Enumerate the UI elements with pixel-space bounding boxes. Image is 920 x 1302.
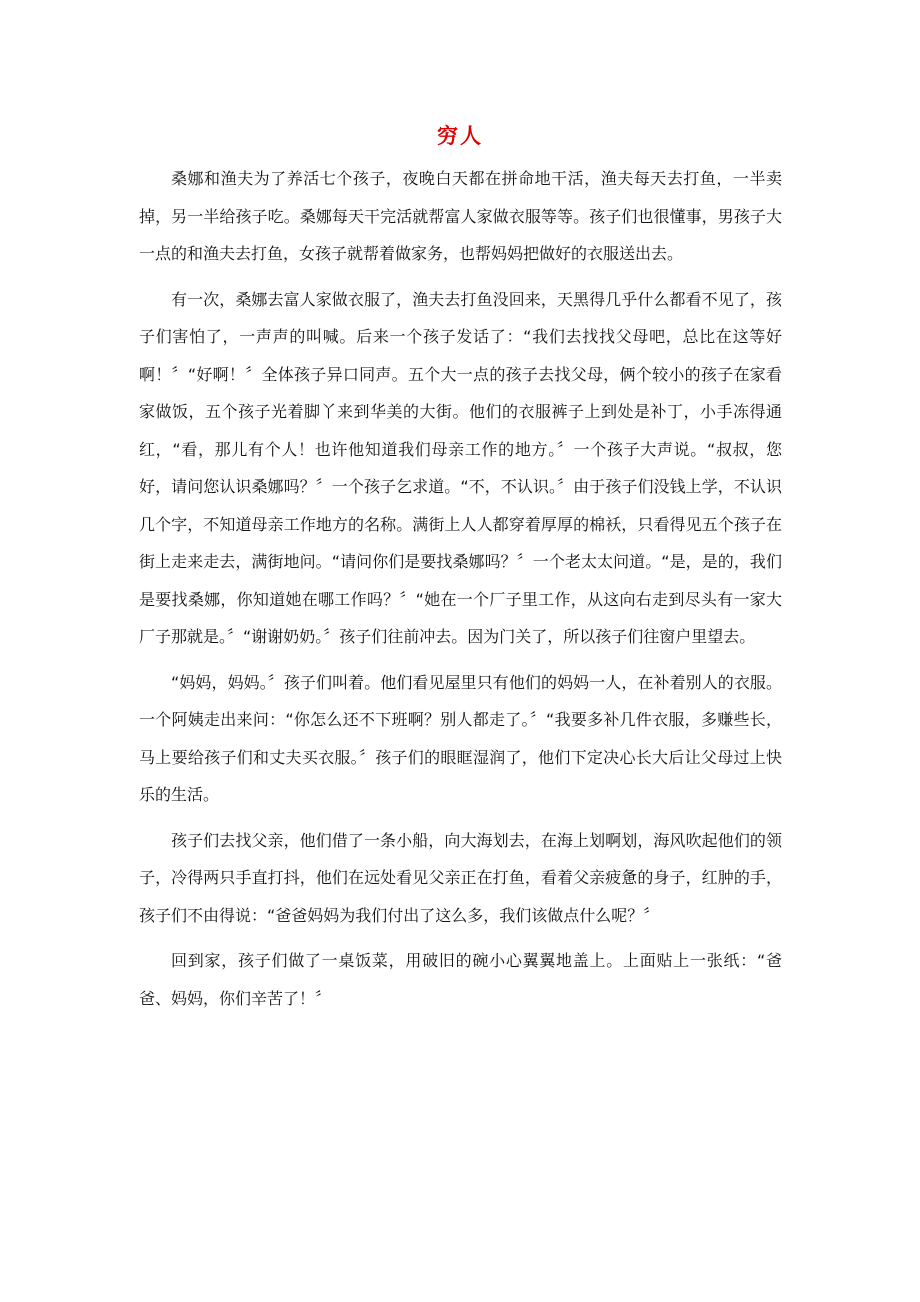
document-title: 穷人 [437,124,483,148]
document-body [139,160,782,1025]
paragraph-4: 孩子们去找父亲，他们借了一条小船，向大海划去，在海上划啊划，海风吹起他们的领子，冷得两只手直打抖，他们在远处看见父亲正在打鱼，看着父亲疲惫的身子，红肿的手，孩子们不由得说：“爸爸妈妈为我们付出了这么多，我们该做点什么呢？〞 [139,830,782,925]
paragraph-5: 回到家，孩子们做了一桌饭菜，用破旧的碗小心翼翼地盖上。上面贴上一张纸：“爸爸、妈妈，你们辛苦了！〞 [139,951,782,1008]
paragraph-1: 桑娜和渔夫为了养活七个孩子，夜晚白天都在拼命地干活，渔夫每天去打鱼，一半卖掉，另一半给孩子吃。桑娜每天干完活就帮富人家做衣服等等。孩子们也很懂事，男孩子大一点的和渔夫去打鱼，女孩子就帮着做家务，也帮妈妈把做好的衣服送出去。 [139,169,782,263]
paragraph-3: “妈妈，妈妈。〞孩子们叫着。他们看见屋里只有他们的妈妈一人，在补着别人的衣服。一个阿姨走出来问：“你怎么还不下班啊？别人都走了。〞“我要多补几件衣服，多赚些长，马上要给孩子们和丈夫买衣服。〞孩子们的眼眶湿润了，他们下定决心长大后让父母过上快乐的生活。 [139,672,782,804]
paragraph-2: 有一次，桑娜去富人家做衣服了，渔夫去打鱼没回来，天黑得几乎什么都看不见了，孩子们害怕了，一声声的叫喊。后来一个孩子发话了：“我们去找找父母吧，总比在这等好啊！〞“好啊！〞全体孩子异口同声。五个大一点的孩子去找父母，俩个较小的孩子在家看家做饭，五个孩子光着脚丫来到华美的大街。他们的衣服裤子上到处是补丁，小手冻得通红，“看，那儿有个人！也许他知道我们母亲工作的地方。〞一个孩子大声说。“叔叔，您好，请问您认识桑娜吗？〞一个孩子乞求道。“不，不认识。〞由于孩子们没钱上学，不认识几个字，不知道母亲工作地方的名称。满街上人人都穿着厚厚的棉袄，只看得见五个孩子在街上走来走去，满街地问。“请问你们是要找桑娜吗？〞一个老太太问道。“是，是的，我们是要找桑娜，你知道她在哪工作吗？〞“她在一个厂子里工作，从这向右走到尽头有一家大厂子那就是。〞“谢谢奶奶。〞孩子们往前冲去。因为门关了，所以孩子们往窗户里望去。 [139,289,782,646]
